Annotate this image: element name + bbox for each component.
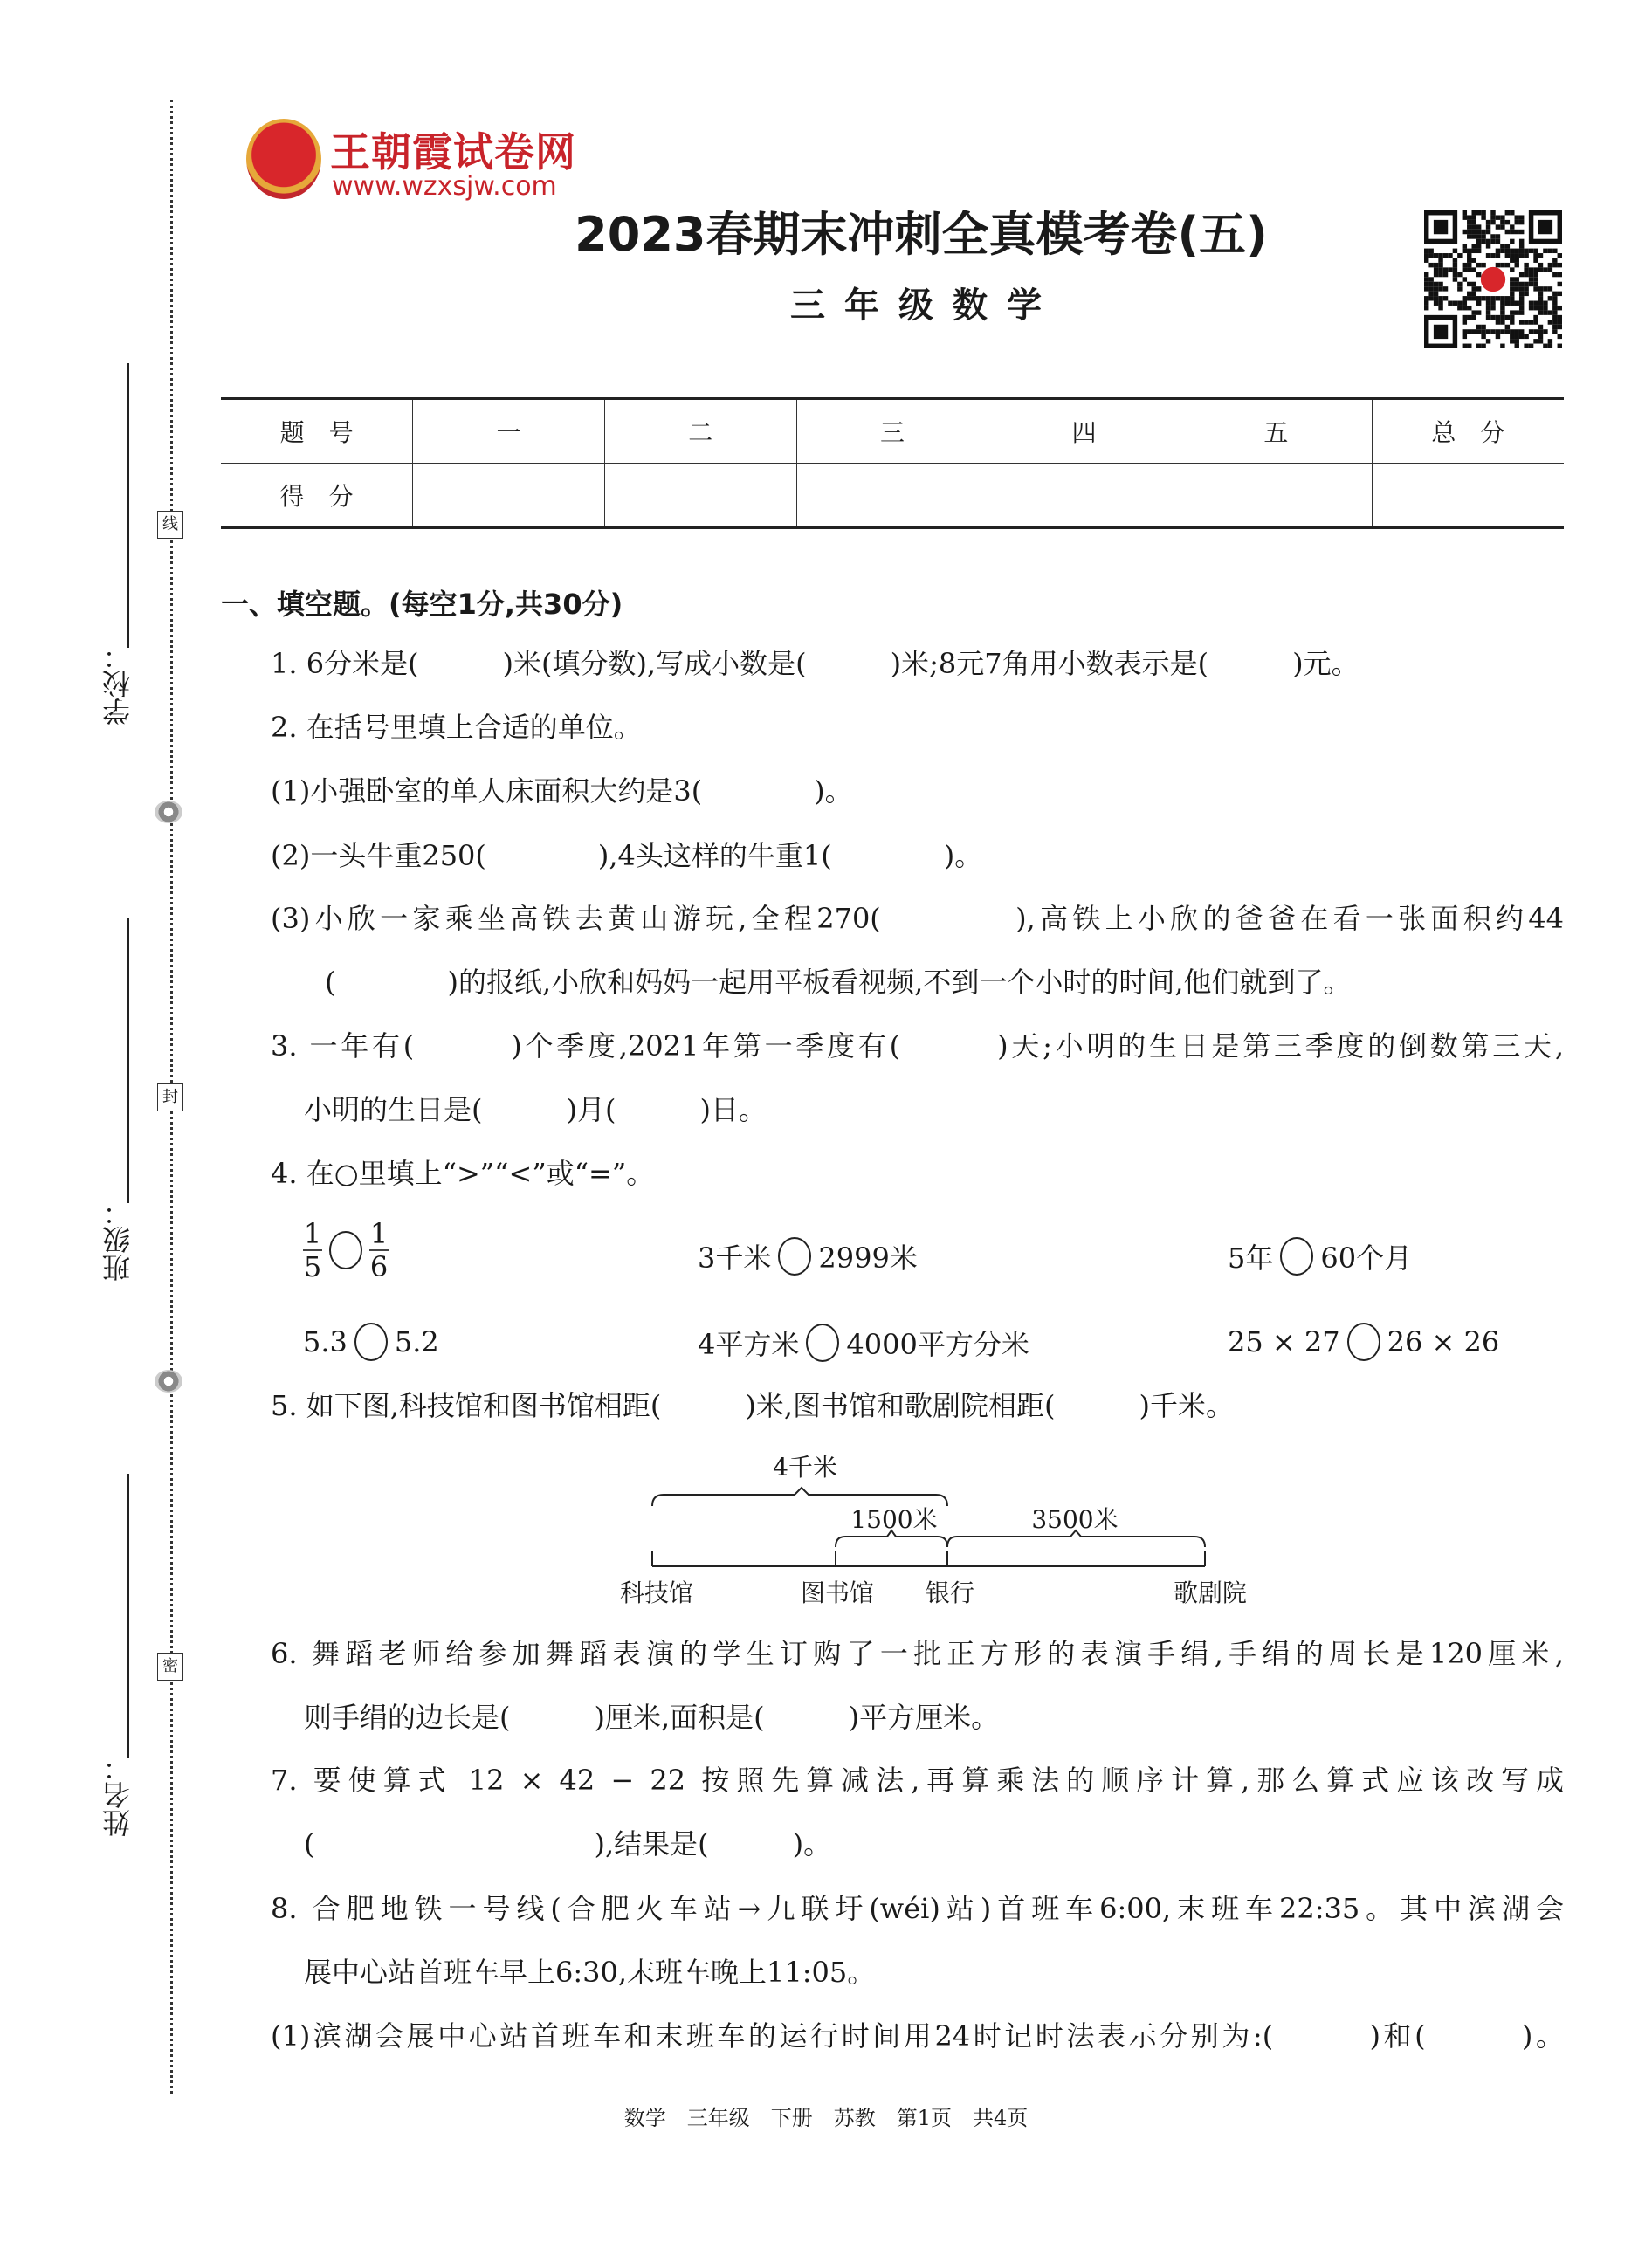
compare-item [303, 1218, 389, 1283]
school-underline [127, 363, 129, 648]
brace-1500m [836, 1530, 947, 1547]
place-library: 图书馆 [800, 1578, 875, 1607]
compare-left: 25 × 27 [1228, 1325, 1340, 1358]
compare-item [698, 1323, 1029, 1363]
answer-circle[interactable] [1280, 1237, 1313, 1276]
answer-circle[interactable] [1347, 1323, 1380, 1361]
section-heading: 一、填空题。(每空1分,共30分) [221, 588, 623, 621]
compare-left: 4平方米 [698, 1328, 800, 1361]
compare-item [1228, 1323, 1499, 1361]
swirl-icon [155, 801, 182, 823]
question-4: 4. 在○里填上“>”“<”或“=”。 [271, 1157, 655, 1190]
question-8-cont: 展中心站首班车早上6:30,末班车晚上11:05。 [304, 1956, 876, 1989]
question-3-cont: 小明的生日是( )月( )日。 [304, 1093, 767, 1126]
compare-right: 5.2 [394, 1325, 439, 1358]
numerator: 1 [369, 1217, 389, 1250]
score-table-score-row [221, 464, 1564, 528]
swirl-icon [155, 1370, 182, 1393]
compare-item [303, 1323, 439, 1361]
exam-subtitle: 三年级数学 [790, 285, 1061, 326]
compare-right: 60个月 [1320, 1241, 1413, 1275]
fraction [303, 1218, 322, 1283]
compare-item [1228, 1236, 1412, 1276]
place-science-museum: 科技馆 [619, 1578, 694, 1607]
score-cell[interactable] [413, 464, 605, 528]
class-underline [127, 918, 129, 1203]
compare-right: 2999米 [818, 1241, 918, 1275]
question-2-1: (1)小强卧室的单人床面积大约是3( )。 [271, 774, 853, 808]
row-label: 得 分 [221, 464, 413, 528]
header-cell: 总 分 [1372, 399, 1564, 464]
question-2-2: (2)一头牛重250( ),4头这样的牛重1( )。 [271, 839, 983, 872]
question-2-3: (3)小欣一家乘坐高铁去黄山游玩,全程270( ),高铁上小欣的爸爸在看一张面积约44 [271, 902, 1564, 935]
denominator: 5 [303, 1250, 322, 1283]
score-cell[interactable] [1180, 464, 1373, 528]
place-opera-house: 歌剧院 [1173, 1578, 1248, 1607]
header-cell: 三 [796, 399, 988, 464]
score-cell[interactable] [796, 464, 988, 528]
compare-left: 3千米 [698, 1241, 772, 1275]
school-label: 学校： [101, 642, 134, 726]
class-label: 班级： [101, 1198, 134, 1282]
header-cell: 四 [988, 399, 1180, 464]
answer-circle[interactable] [778, 1237, 811, 1276]
compare-left: 5.3 [303, 1325, 348, 1358]
answer-circle[interactable] [354, 1323, 388, 1361]
question-8: 8. 合肥地铁一号线(合肥火车站→九联圩(wéi)站)首班车6:00,末班车22:35。其中滨湖会 [271, 1892, 1564, 1925]
score-table [221, 397, 1564, 529]
score-cell[interactable] [988, 464, 1180, 528]
numerator: 1 [303, 1217, 322, 1250]
question-2-3-cont: ( )的报纸,小欣和妈妈一起用平板看视频,不到一个小时的时间,他们就到了。 [325, 966, 1352, 999]
seal-mark-xian: 线 [157, 511, 183, 539]
logo-name: 王朝霞试卷网 [330, 128, 576, 175]
question-6-cont: 则手绢的边长是( )厘米,面积是( )平方厘米。 [304, 1701, 1000, 1734]
question-5: 5. 如下图,科技馆和图书馆相距( )米,图书馆和歌剧院相距( )千米。 [271, 1389, 1234, 1422]
header-cell: 二 [604, 399, 796, 464]
compare-item [698, 1236, 918, 1276]
denominator: 6 [369, 1250, 389, 1283]
question-7: 7. 要使算式 12 × 42 − 22 按照先算减法,再算乘法的顺序计算,那么算式应该改写成 [271, 1764, 1564, 1797]
compare-right: 26 × 26 [1387, 1325, 1500, 1358]
question-1: 1. 6分米是( )米(填分数),写成小数是( )米;8元7角用小数表示是( )元。 [271, 647, 1359, 680]
question-6: 6. 舞蹈老师给参加舞蹈表演的学生订购了一批正方形的表演手绢,手绢的周长是120厘米, [271, 1637, 1564, 1670]
logo-seal-icon [246, 119, 321, 199]
header-cell: 题 号 [221, 399, 413, 464]
answer-circle[interactable] [806, 1324, 839, 1362]
question-3: 3. 一年有( )个季度,2021年第一季度有( )天;小明的生日是第三季度的倒数第三天, [271, 1029, 1564, 1063]
label-4km: 4千米 [773, 1453, 837, 1482]
name-label: 姓名： [101, 1753, 134, 1837]
exam-title: 2023春期末冲刺全真模考卷(五) [575, 207, 1268, 262]
page-footer: 数学 三年级 下册 苏教 第1页 共4页 [623, 2106, 1029, 2130]
place-bank: 银行 [925, 1578, 975, 1607]
qr-code-icon [1424, 210, 1562, 348]
compare-right: 4000平方分米 [846, 1328, 1029, 1361]
header-cell: 一 [413, 399, 605, 464]
question-2: 2. 在括号里填上合适的单位。 [271, 711, 642, 744]
score-cell[interactable] [1372, 464, 1564, 528]
question-8-1: (1)滨湖会展中心站首班车和末班车的运行时间用24时记时法表示分别为:( )和( )。 [271, 2019, 1564, 2053]
header-cell: 五 [1180, 399, 1373, 464]
answer-circle[interactable] [329, 1231, 362, 1269]
label-1500m: 1500米 [850, 1505, 938, 1534]
seal-mark-mi: 密 [157, 1653, 183, 1681]
question-7-cont: ( ),结果是( )。 [304, 1827, 832, 1860]
seal-mark-feng: 封 [157, 1083, 183, 1111]
fraction [369, 1218, 389, 1283]
baseline [652, 1551, 1205, 1566]
score-table-header-row [221, 399, 1564, 464]
name-underline [127, 1474, 129, 1758]
compare-left: 5年 [1228, 1241, 1274, 1275]
score-cell[interactable] [604, 464, 796, 528]
label-3500m: 3500米 [1031, 1505, 1119, 1534]
brace-3500m [947, 1530, 1205, 1547]
brace-4km [652, 1488, 947, 1506]
logo-url: www.wzxsjw.com [332, 171, 557, 202]
